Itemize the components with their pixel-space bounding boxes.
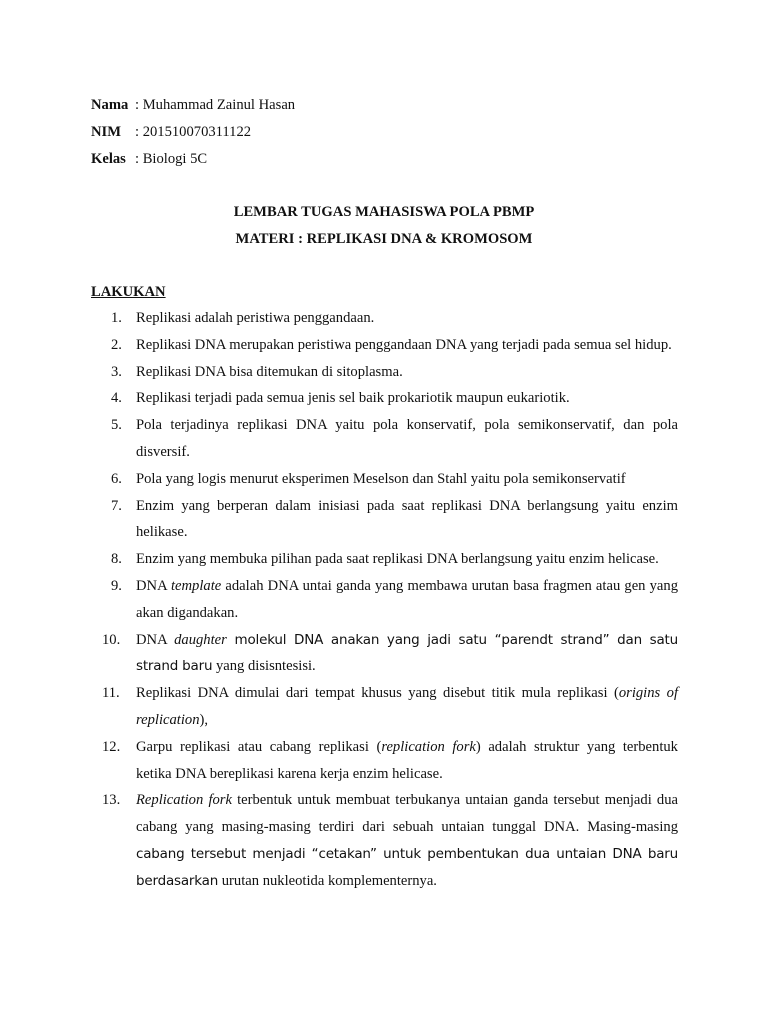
list-item <box>91 787 678 894</box>
text-run: ), <box>199 711 209 728</box>
list-item-number: 9. <box>111 577 122 594</box>
list-item <box>91 332 678 359</box>
list-item-number: 12. <box>102 738 121 755</box>
text-run: DNA <box>136 577 171 594</box>
list-item-number: 11. <box>102 685 120 702</box>
list-item-number: 6. <box>111 470 122 487</box>
document-subtitle: MATERI : REPLIKASI DNA & KROMOSOM <box>235 231 533 247</box>
list-item-text <box>136 385 678 412</box>
list-item-number: 4. <box>111 390 122 407</box>
info-value: : 201510070311122 <box>135 124 252 140</box>
list-item <box>91 412 678 466</box>
info-row-kelas <box>91 146 295 173</box>
italic-term: Replication fork <box>136 792 232 809</box>
info-row-nim <box>91 119 295 146</box>
list-item-number: 13. <box>102 792 121 809</box>
list-item-text <box>136 787 678 894</box>
list-item <box>91 734 678 788</box>
list-item <box>91 305 678 332</box>
text-run: Garpu replikasi atau cabang replikasi ( <box>136 738 382 755</box>
document-titles <box>0 199 768 253</box>
text-run: Replikasi terjadi pada semua jenis sel baik prokariotik maupun eukariotik. <box>136 390 570 407</box>
text-run: yang disisntesisi. <box>212 658 316 675</box>
list-item-text <box>136 412 678 466</box>
text-run: Replikasi DNA dimulai dari tempat khusus yang disebut titik mula replikasi ( <box>136 685 619 702</box>
text-run: Enzim yang membuka pilihan pada saat replikasi DNA berlangsung yaitu enzim helicase. <box>136 551 659 568</box>
italic-term: template <box>170 577 222 594</box>
numbered-list <box>91 305 678 895</box>
info-value: : Biologi 5C <box>135 151 208 167</box>
section-heading: LAKUKAN <box>91 284 166 300</box>
text-run: Pola terjadinya replikasi DNA yaitu pola konservatif, pola semikonservatif, dan pola disversif. <box>136 417 678 460</box>
list-item <box>91 546 678 573</box>
list-item-text <box>136 573 678 627</box>
info-label: Kelas <box>91 151 126 167</box>
list-item <box>91 573 678 627</box>
text-run: DNA <box>136 631 175 648</box>
list-item-text <box>136 332 678 359</box>
list-item <box>91 359 678 386</box>
info-row-name <box>91 92 295 119</box>
text-run: Pola yang logis menurut eksperimen Meselson dan Stahl yaitu pola semikonservatif <box>136 470 626 487</box>
list-item-text <box>136 680 678 734</box>
list-item <box>91 680 678 734</box>
text-run: ) adalah struktur yang terbentuk ketika DNA bereplikasi karena kerja enzim helicase. <box>136 738 678 782</box>
document-title: LEMBAR TUGAS MAHASISWA POLA PBMP <box>233 204 535 220</box>
list-item <box>91 627 678 681</box>
italic-term: daughter <box>174 631 227 648</box>
text-run: Enzim yang berperan dalam inisiasi pada saat replikasi DNA berlangsung yaitu enzim helikase. <box>136 497 678 541</box>
list-item <box>91 466 678 493</box>
list-item-number: 3. <box>111 363 122 380</box>
italic-term: origins of replication <box>136 685 679 728</box>
text-run: cabang tersebut menjadi “cetakan” untuk pembentukan dua untaian DNA baru berdasarkan <box>136 845 678 889</box>
student-info <box>91 92 295 173</box>
list-item-number: 5. <box>111 417 122 434</box>
text-run: Replikasi DNA bisa ditemukan di sitoplasma. <box>136 363 403 380</box>
list-item-text <box>136 359 678 386</box>
list-item-text <box>136 627 678 681</box>
list-item-text <box>136 493 678 547</box>
info-label: Nama <box>91 97 129 113</box>
text-run: adalah DNA untai ganda yang membawa urutan basa fragmen atau gen yang akan digandakan. <box>136 577 678 621</box>
list-item-number: 1. <box>111 310 122 326</box>
list-item-number: 7. <box>111 497 122 514</box>
list-item <box>91 385 678 412</box>
text-run: molekul DNA anakan yang jadi satu “parendt strand” dan satu strand baru <box>136 631 678 675</box>
list-item-text <box>136 305 678 332</box>
list-item-text <box>136 466 678 493</box>
info-label: NIM <box>91 124 121 140</box>
text-run: Replikasi DNA merupakan peristiwa penggandaan DNA yang terjadi pada semua sel hidup. <box>136 336 672 353</box>
list-item-number: 8. <box>111 551 122 568</box>
text-run: terbentuk untuk membuat terbukanya untaian ganda tersebut menjadi dua cabang yang masing-masing terdiri dari sebuah untaian tunggal DNA. Masing-masing <box>136 792 678 836</box>
italic-term: replication fork <box>381 738 476 755</box>
info-value: : Muhammad Zainul Hasan <box>135 97 296 113</box>
list-item-number: 10. <box>102 631 121 648</box>
list-item-text <box>136 734 678 788</box>
list-item-number: 2. <box>111 336 122 353</box>
text-run: Replikasi adalah peristiwa penggandaan. <box>136 310 375 326</box>
text-run: urutan nukleotida komplementernya. <box>218 872 437 889</box>
list-item <box>91 493 678 547</box>
list-item-text <box>136 546 678 573</box>
